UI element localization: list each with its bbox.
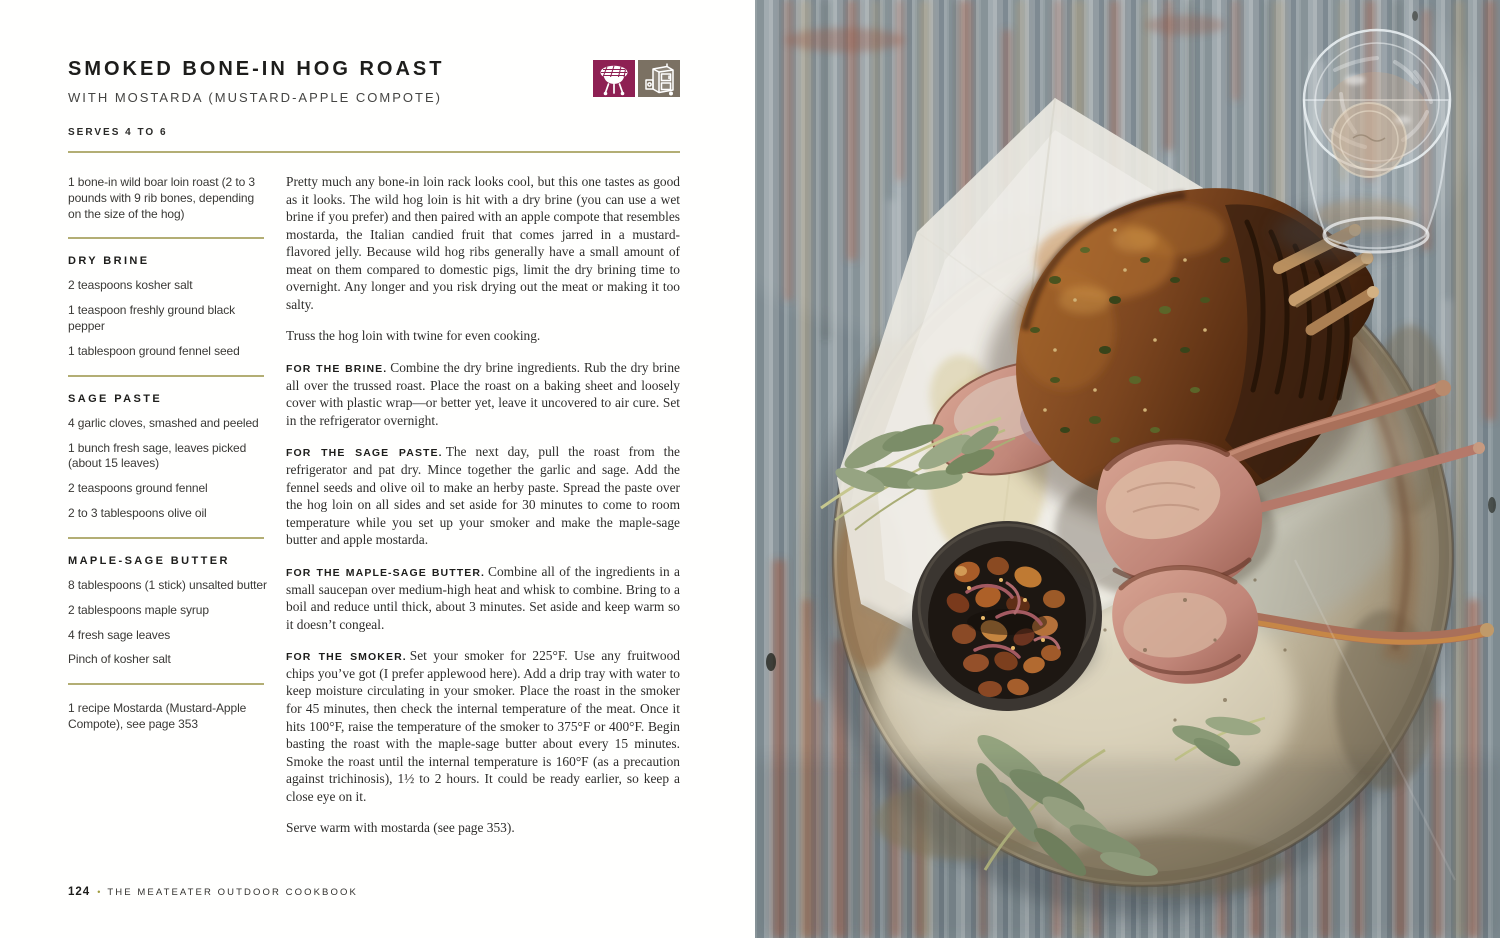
step-text: Combine the dry brine ingredients. Rub the dry brine all over the trussed roast. Place the roast on a baking sheet and loosely cover with plastic wrap—or better yet, leave it uncovered to air cure. Set in the refrigerator overnight. <box>286 359 681 428</box>
ingredient-item: 1 teaspoon freshly ground black pepper <box>68 303 236 334</box>
ingredient-item: 4 garlic cloves, smashed and peeled <box>68 415 259 430</box>
recipe-subtitle: WITH MOSTARDA (MUSTARD-APPLE COMPOTE) <box>68 90 442 105</box>
smoker-icon <box>638 60 680 97</box>
recipe-header <box>68 58 680 105</box>
ingredient-section-heading: DRY BRINE <box>68 255 150 268</box>
recipe-title: SMOKED BONE-IN HOG ROAST <box>68 58 445 80</box>
ingredient-section <box>68 701 268 733</box>
ingredient-divider <box>68 683 264 685</box>
ingredient-item: 4 fresh sage leaves <box>68 627 171 642</box>
bottom-vignette <box>755 760 1500 938</box>
ingredient-item: 2 to 3 tablespoons olive oil <box>68 506 207 521</box>
ingredient-divider <box>68 537 264 539</box>
step-lead: FOR THE SAGE PASTE. <box>286 447 443 460</box>
ingredient-item: 2 teaspoons kosher salt <box>68 278 193 293</box>
step-paragraph <box>286 647 680 805</box>
step-text: Combine all of the ingredients in a small saucepan over medium-high heat and whisk to combine. Bring to a boil and reduce until thick, about 3 minutes. Set aside and keep warm so it doesn’t congeal. <box>286 563 680 632</box>
recipe-body <box>68 173 680 851</box>
serves-label: SERVES 4 TO 6 <box>68 127 168 138</box>
ingredient-section <box>68 555 268 685</box>
step-lead: FOR THE MAPLE-SAGE BUTTER. <box>286 566 486 579</box>
page-number: 124 <box>68 886 91 898</box>
ingredient-item: 2 tablespoons maple syrup <box>68 602 209 617</box>
intro-paragraph: Pretty much any bone-in loin rack looks cool, but this one tastes as good as it looks. The wild hog loin is hit with a dry brine (you can use a wet brine if you prefer) and then paired with an apple compote that resembles mostarda, the Italian candied fruit that comes jarred in a mustard-flavored jelly. Because wild hog ribs generally have a small amount of meat on them compared to domestic pigs, limit the dry brining time to overnight. Any longer and you risk drying out the meat or making it too salty. <box>286 174 680 312</box>
step-paragraph: Truss the hog loin with twine for even cooking. <box>286 328 541 344</box>
ingredient-item: 1 bone-in wild boar loin roast (2 to 3 pounds with 9 rib bones, depending on the size of the hog) <box>68 175 255 221</box>
ingredient-section-heading: MAPLE-SAGE BUTTER <box>68 554 230 567</box>
serving-paragraph: Serve warm with mostarda (see page 353). <box>286 820 515 836</box>
ingredient-item: Pinch of kosher salt <box>68 652 171 667</box>
ingredient-section-heading: SAGE PASTE <box>68 392 163 405</box>
step-paragraph <box>286 359 680 429</box>
header-divider <box>68 151 680 153</box>
step-text: The next day, pull the roast from the refrigerator and pat dry. Mince together the garlic and sage. Add the fennel seeds and olive oil to make an herby paste. Spread the paste over the hog loin on all sides and set aside for 30 minutes to come to room temperature while you set up your smoker and make the maple-sage butter and apple mostarda. <box>286 444 680 548</box>
ingredients-column <box>68 173 268 851</box>
step-text: Set your smoker for 225°F. Use any fruitwood chips you’ve got (I prefer applewood here). Add a drip tray with water to keep moisture circulating in your smoker. Place the roast in the smoker for 45 minutes, then check the internal temperature of the meat. Once it hits 100°F, raise the temperature of the smoker to 375°F or 400°F. Begin basting the roast with the maple-sage butter about every 15 minutes. Smoke the roast until the internal temperature is 160°F (as a precaution against trichinosis), 1½ to 2 hours. It could be ready earlier, so keep a close eye on it. <box>286 648 680 804</box>
step-paragraph <box>286 563 680 633</box>
ingredient-section <box>68 393 268 539</box>
photo-page <box>755 0 1500 938</box>
footer-dot: • <box>97 886 101 897</box>
ingredient-section <box>68 255 268 376</box>
step-paragraph <box>286 443 680 548</box>
ingredient-item: 1 tablespoon ground fennel seed <box>68 343 240 358</box>
book-title: THE MEATEATER OUTDOOR COOKBOOK <box>107 886 358 898</box>
method-column <box>286 173 680 851</box>
ingredient-divider <box>68 375 264 377</box>
ingredient-item: 8 tablespoons (1 stick) unsalted butter <box>68 577 267 592</box>
ingredient-item: 1 recipe Mostarda (Mustard-Apple Compote), see page 353 <box>68 701 247 732</box>
ingredient-section <box>68 175 268 239</box>
ingredient-item: 1 bunch fresh sage, leaves picked (about 15 leaves) <box>68 440 247 471</box>
food-photo <box>755 0 1500 938</box>
page-footer <box>68 886 358 898</box>
ingredient-item: 2 teaspoons ground fennel <box>68 481 208 496</box>
method-icons <box>593 60 680 97</box>
recipe-titles <box>68 58 444 105</box>
kettle-grill-icon <box>593 60 635 97</box>
ingredient-divider <box>68 237 264 239</box>
step-lead: FOR THE BRINE. <box>286 362 388 375</box>
step-lead: FOR THE SMOKER. <box>286 651 407 664</box>
